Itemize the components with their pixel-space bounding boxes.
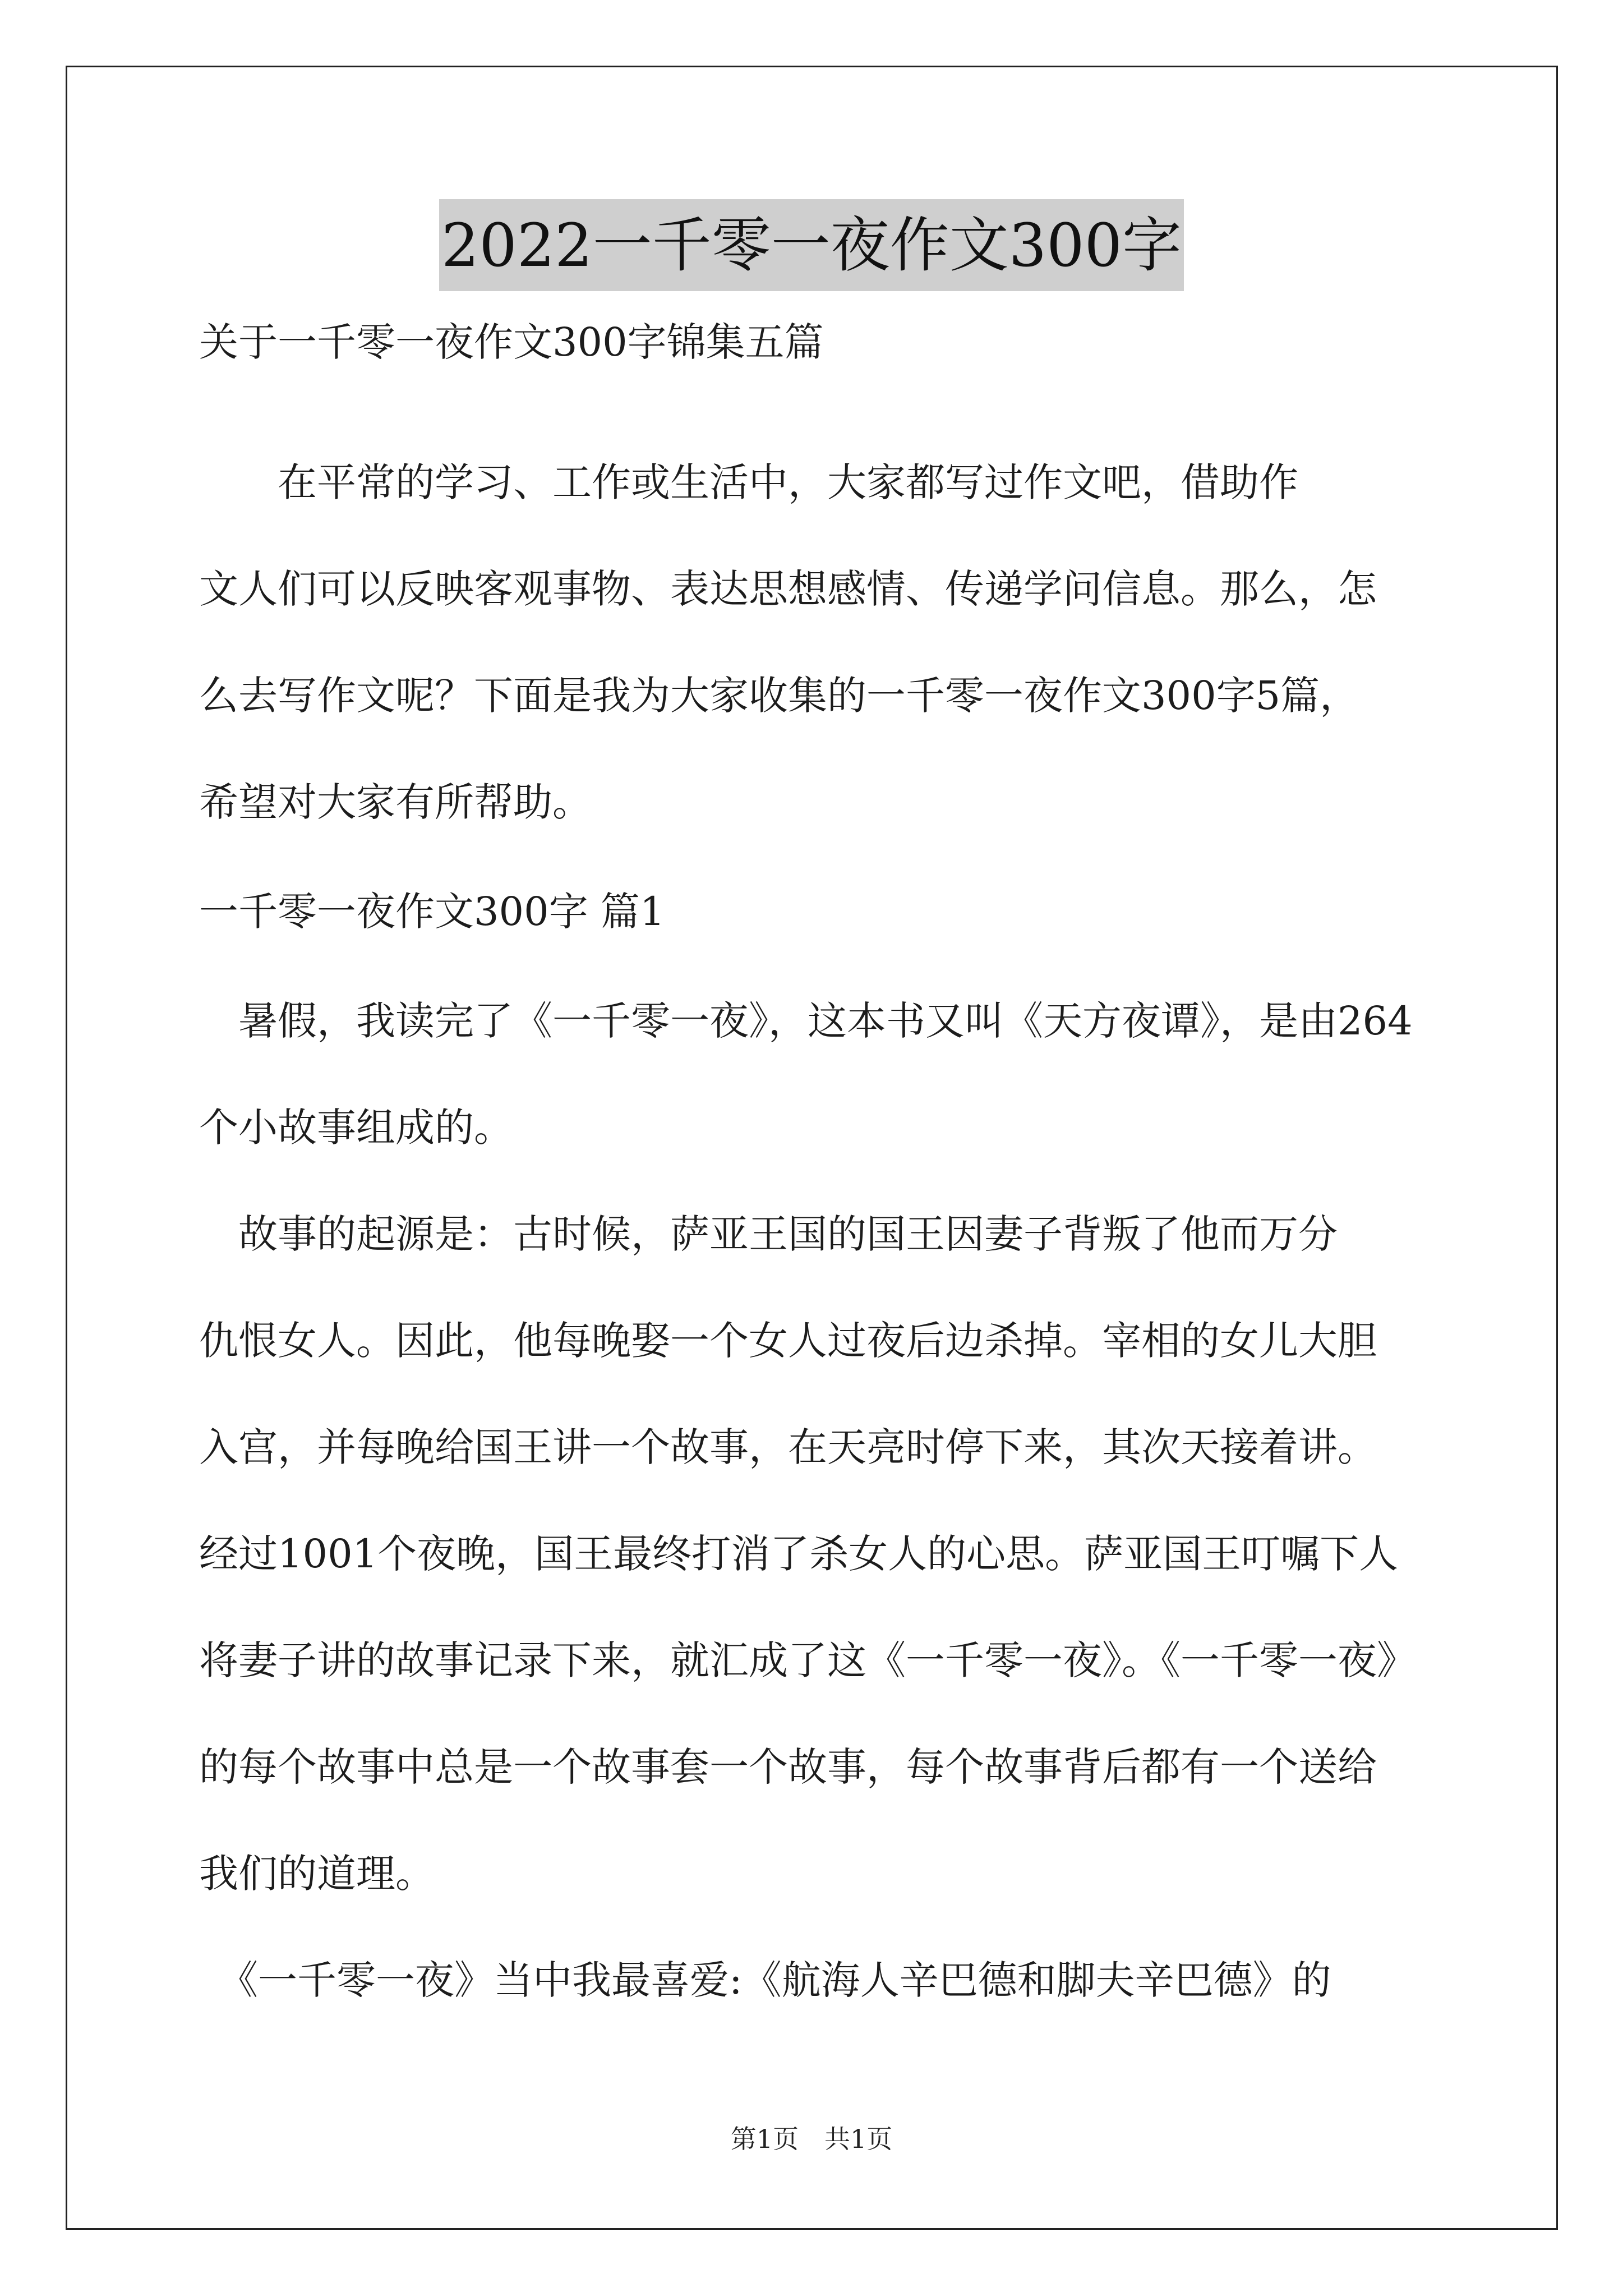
- body-line: 《一千零一夜》当中我最喜爱:《航海人辛巴德和脚夫辛巴德》的: [199, 1957, 1331, 2003]
- page-footer: 第1页 共1页: [730, 2124, 893, 2154]
- body-line: 么去写作文呢？下面是我为大家收集的一千零一夜作文300字5篇，: [199, 673, 1359, 719]
- body-line: 将妻子讲的故事记录下来，就汇成了这《一千零一夜》。《一千零一夜》: [199, 1637, 1416, 1683]
- body-line: 入宫，并每晚给国王讲一个故事，在天亮时停下来，其次天接着讲。: [199, 1424, 1377, 1470]
- body-line: 故事的起源是：古时候，萨亚王国的国王因妻子背叛了他而万分: [199, 1211, 1338, 1257]
- body-line: 仇恨女人。因此，他每晚娶一个女人过夜后边杀掉。宰相的女儿大胆: [199, 1318, 1377, 1364]
- section-heading: 一千零一夜作文300字 篇1: [199, 889, 665, 935]
- body-line: 经过1001个夜晚，国王最终打消了杀女人的心思。萨亚国王叮嘱下人: [199, 1531, 1399, 1577]
- body-line: 文人们可以反映客观事物、表达思想感情、传递学问信息。那么，怎: [199, 566, 1377, 612]
- body-line: 的每个故事中总是一个故事套一个故事，每个故事背后都有一个送给: [199, 1744, 1377, 1790]
- document-title: 2022一千零一夜作文300字: [439, 199, 1184, 291]
- title-container: [0, 199, 1623, 291]
- subtitle-line: 关于一千零一夜作文300字锦集五篇: [199, 319, 824, 365]
- body-line: 暑假，我读完了《一千零一夜》，这本书又叫《天方夜谭》，是由264: [199, 998, 1413, 1044]
- body-line: 希望对大家有所帮助。: [199, 779, 592, 825]
- body-line: 个小故事组成的。: [199, 1105, 513, 1151]
- body-line: 在平常的学习、工作或生活中，大家都写过作文吧，借助作: [199, 459, 1298, 505]
- body-line: 我们的道理。: [199, 1851, 435, 1897]
